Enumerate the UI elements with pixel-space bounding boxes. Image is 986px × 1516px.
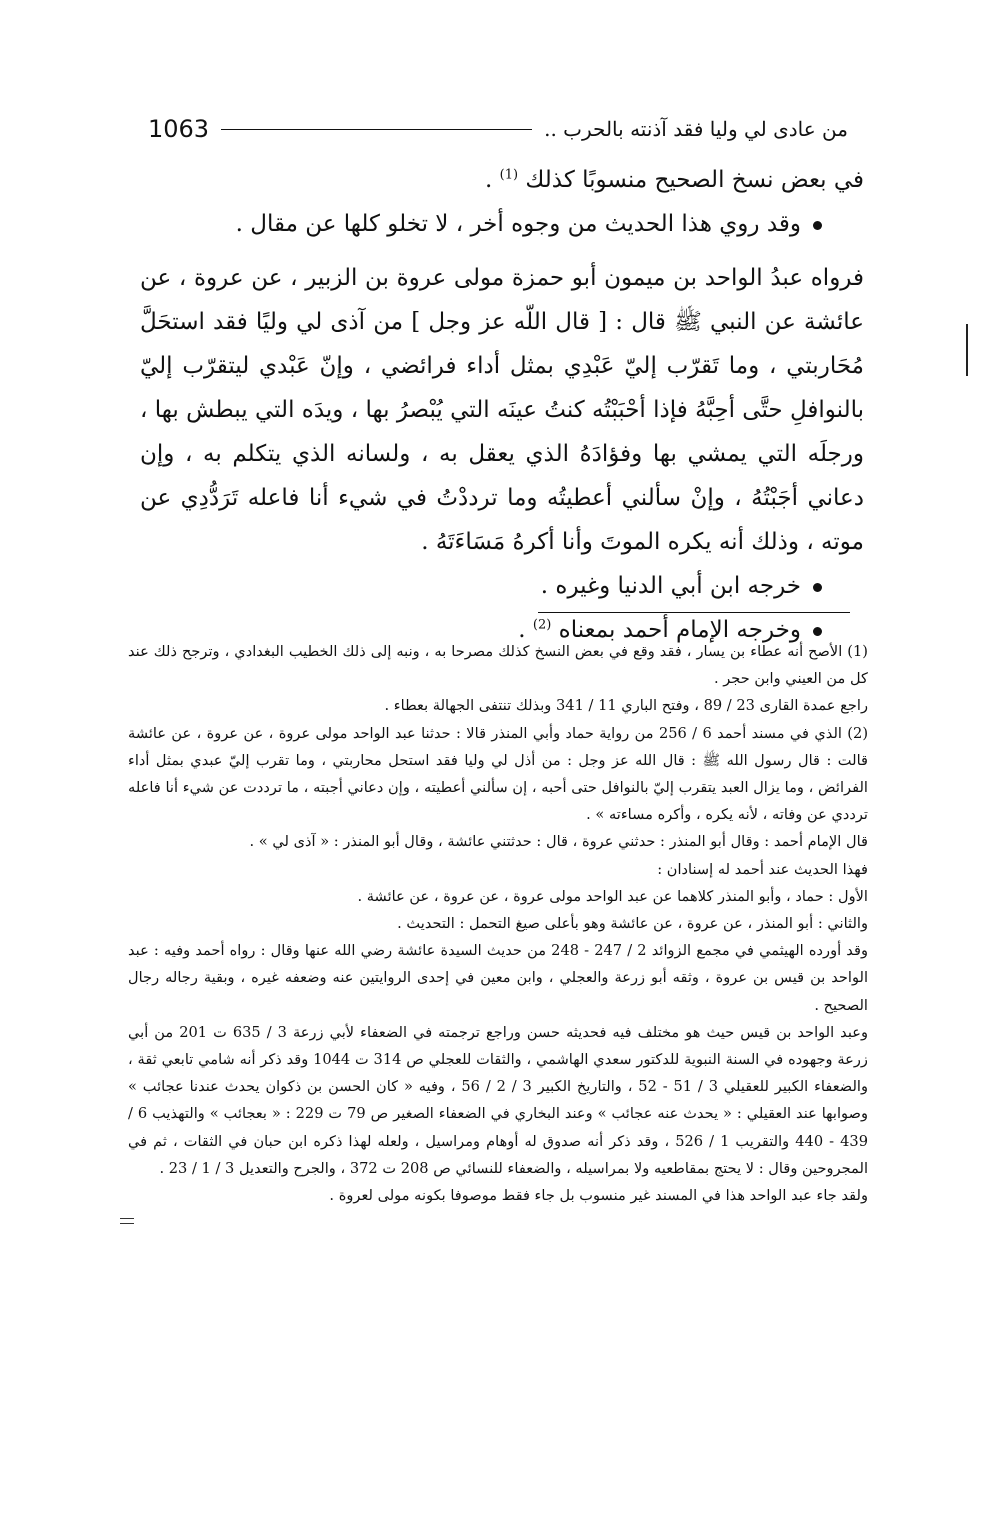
hadith-paragraph: فرواه عبدُ الواحد بن ميمون أبو حمزة مولى عروة بن الزبير ، عن عروة ، عن عائشة عن النبي ﷺ قال : [ قال اللّه عز وجل ] من آذى لي وليًا فقد استحَلَّ مُحَاربتي ، وما تَقرّب إليّ عَبْدِي بمثل أداء فرائضي ، وإنّ عَبْدي ليتقرّب إليّ بالنوافلِ حتَّى أحِبَّهُ فإذا أحْبَبْتُه كنتُ عينَه التي يُبْصرُ بها ، ويدَه التي يبطش بها ، ورجلَه التي يمشي بها وفؤادَهُ الذي يعقل به ، ولسانه الذي يتكلم به ، وإن دعاني أجَبْتُهُ ، وإنْ سألني أعطيتُه وما ترددْتُ في شيء أنا فاعله تَرَدُّدِي عن موته ، وذلك أنه يكره الموتَ وأنا أكرهُ مَسَاءَتَهُ . (140, 265, 864, 555)
body-line-1-end: . (485, 167, 500, 193)
footnote-separator (538, 612, 850, 613)
footnote-2g: وعبد الواحد بن قيس حيث هو مختلف فيه فحديثه حسن وراجع ترجمته في الضعفاء لأبي زرعة 3 / 635 ت 201 من أبي زرعة وجهوده في السنة النبوية للدكتور سعدي الهاشمي ، والثقات للعجلي ص 314 ت 1044 وقد ذكر أنه شامي تابعي ثقة ، والضعفاء الكبير للعقيلي 3 / 51 - 52 ، والتاريخ الكبير 3 / 2 / 56 ، وفيه « كان الحسن بن ذكوان يحدث عندنا عجائب » وصوابها عند العقيلي : « يحدث عنه عجائب » وعند البخاري في الضعفاء الصغير ص 79 ت 229 : « بعجائب » والتهذيب 6 / 439 - 440 والتقريب 1 / 526 ، وقد ذكر أنه صدوق له أوهام ومراسيل ، ولعله لهذا ذكره ابن حبان في الثقات ، ثم في المجروحين وقال : لا يحتج بمقاطعيه ولا بمراسيله ، والضعفاء للنسائي ص 208 ت 372 ، والجرح والتعديل 3 / 1 / 23 . (128, 1023, 869, 1177)
bullet-item-3-end: . (518, 617, 533, 643)
bullet-dot-icon (813, 627, 822, 636)
body-line-1-text: في بعض نسخ الصحيح منسوبًا كذلك (525, 167, 864, 193)
bullet-item-1-text: وقد روي هذا الحديث من وجوه أخر ، لا تخلو كلها عن مقال . (235, 211, 801, 237)
footnote-2d: الأول : حماد ، وأبو المنذر كلاهما عن عبد الواحد مولى عروة ، عن عروة ، عن عائشة . (357, 887, 868, 905)
margin-bar-mark (966, 324, 968, 376)
footnote-2c: فهذا الحديث عند أحمد له إسنادان : (657, 860, 868, 878)
bullet-dot-icon (813, 221, 822, 230)
bullet-item-1 (140, 202, 864, 246)
footnote-1a: (1) الأصح أنه عطاء بن يسار ، فقد وقع في بعض النسخ كذلك مصرحا به ، ونبه إلى ذلك الخطيب البغدادي ، وترجح ذلك عند كل من العيني وابن حجر . (128, 643, 868, 688)
bullet-item-3-text: وخرجه الإمام أحمد بمعناه (558, 617, 801, 643)
margin-equals-mark (120, 1218, 134, 1228)
main-text (140, 158, 864, 652)
header-rule (221, 129, 532, 130)
footnote-2f: وقد أورده الهيثمي في مجمع الزوائد 2 / 247 - 248 من حديث السيدة عائشة رضي الله عنها وقال : رواه أحمد وفيه : عبد الواحد بن قيس بن عروة ، وثقه أبو زرعة والعجلي ، وابن معين في إحدى الروايتين عنه وضعفه غيره ، وبقية رجاله رجال الصحيح . (128, 942, 868, 1014)
page-number: 1063 (148, 115, 210, 143)
bullet-dot-icon (813, 583, 822, 592)
bullet-item-2 (140, 564, 864, 608)
body-line-1 (140, 158, 864, 202)
footnote-2a: (2) الذي في مسند أحمد 6 / 256 من رواية حماد وأبي المنذر قالا : حدثنا عبد الواحد مولى عروة ، عن عروة ، عن عائشة قالت : قال رسول الله ﷺ : قال الله عز وجل : من أذل لي وليا فقد استحل محاربتي ، وما تقرب إليّ عبدي بمثل أداء الفرائض ، وما يزال العبد يتقرب إليّ بالنوافل حتى أحبه ، إن سألني أعطيته ، وإن دعاني أجبته ، ما ترددت عن شيء أنا فاعله ترددي عن وفاته ، لأنه يكره ، وأكره مساءته » . (128, 724, 869, 824)
footnote-2e: والثاني : أبو المنذر ، عن عروة ، عن عائشة وهو بأعلى صيغ التحمل : التحديث . (397, 915, 868, 933)
running-title: من عادى لي وليا فقد آذنته بالحرب .. (544, 117, 848, 141)
bullet-item-2-text: خرجه ابن أبي الدنيا وغيره . (540, 573, 801, 599)
footnote-1b: راجع عمدة القارى 23 / 89 ، وفتح الباري 11 / 341 وبذلك تنتفى الجهالة بعطاء . (384, 697, 868, 715)
footnotes (128, 638, 868, 1209)
footnote-2b: قال الإمام أحمد : وقال أبو المنذر : حدثني عروة ، قال : حدثتني عائشة ، وقال أبو المنذر : « آذى لي » . (249, 833, 868, 851)
footnote-ref-2: (2) (532, 617, 552, 633)
footnote-ref-1: (1) (499, 167, 519, 183)
page-header (148, 112, 848, 146)
footnote-2h: ولقد جاء عبد الواحد هذا في المسند غير منسوب بل جاء فقط موصوفا بكونه مولى لعروة . (329, 1187, 868, 1205)
